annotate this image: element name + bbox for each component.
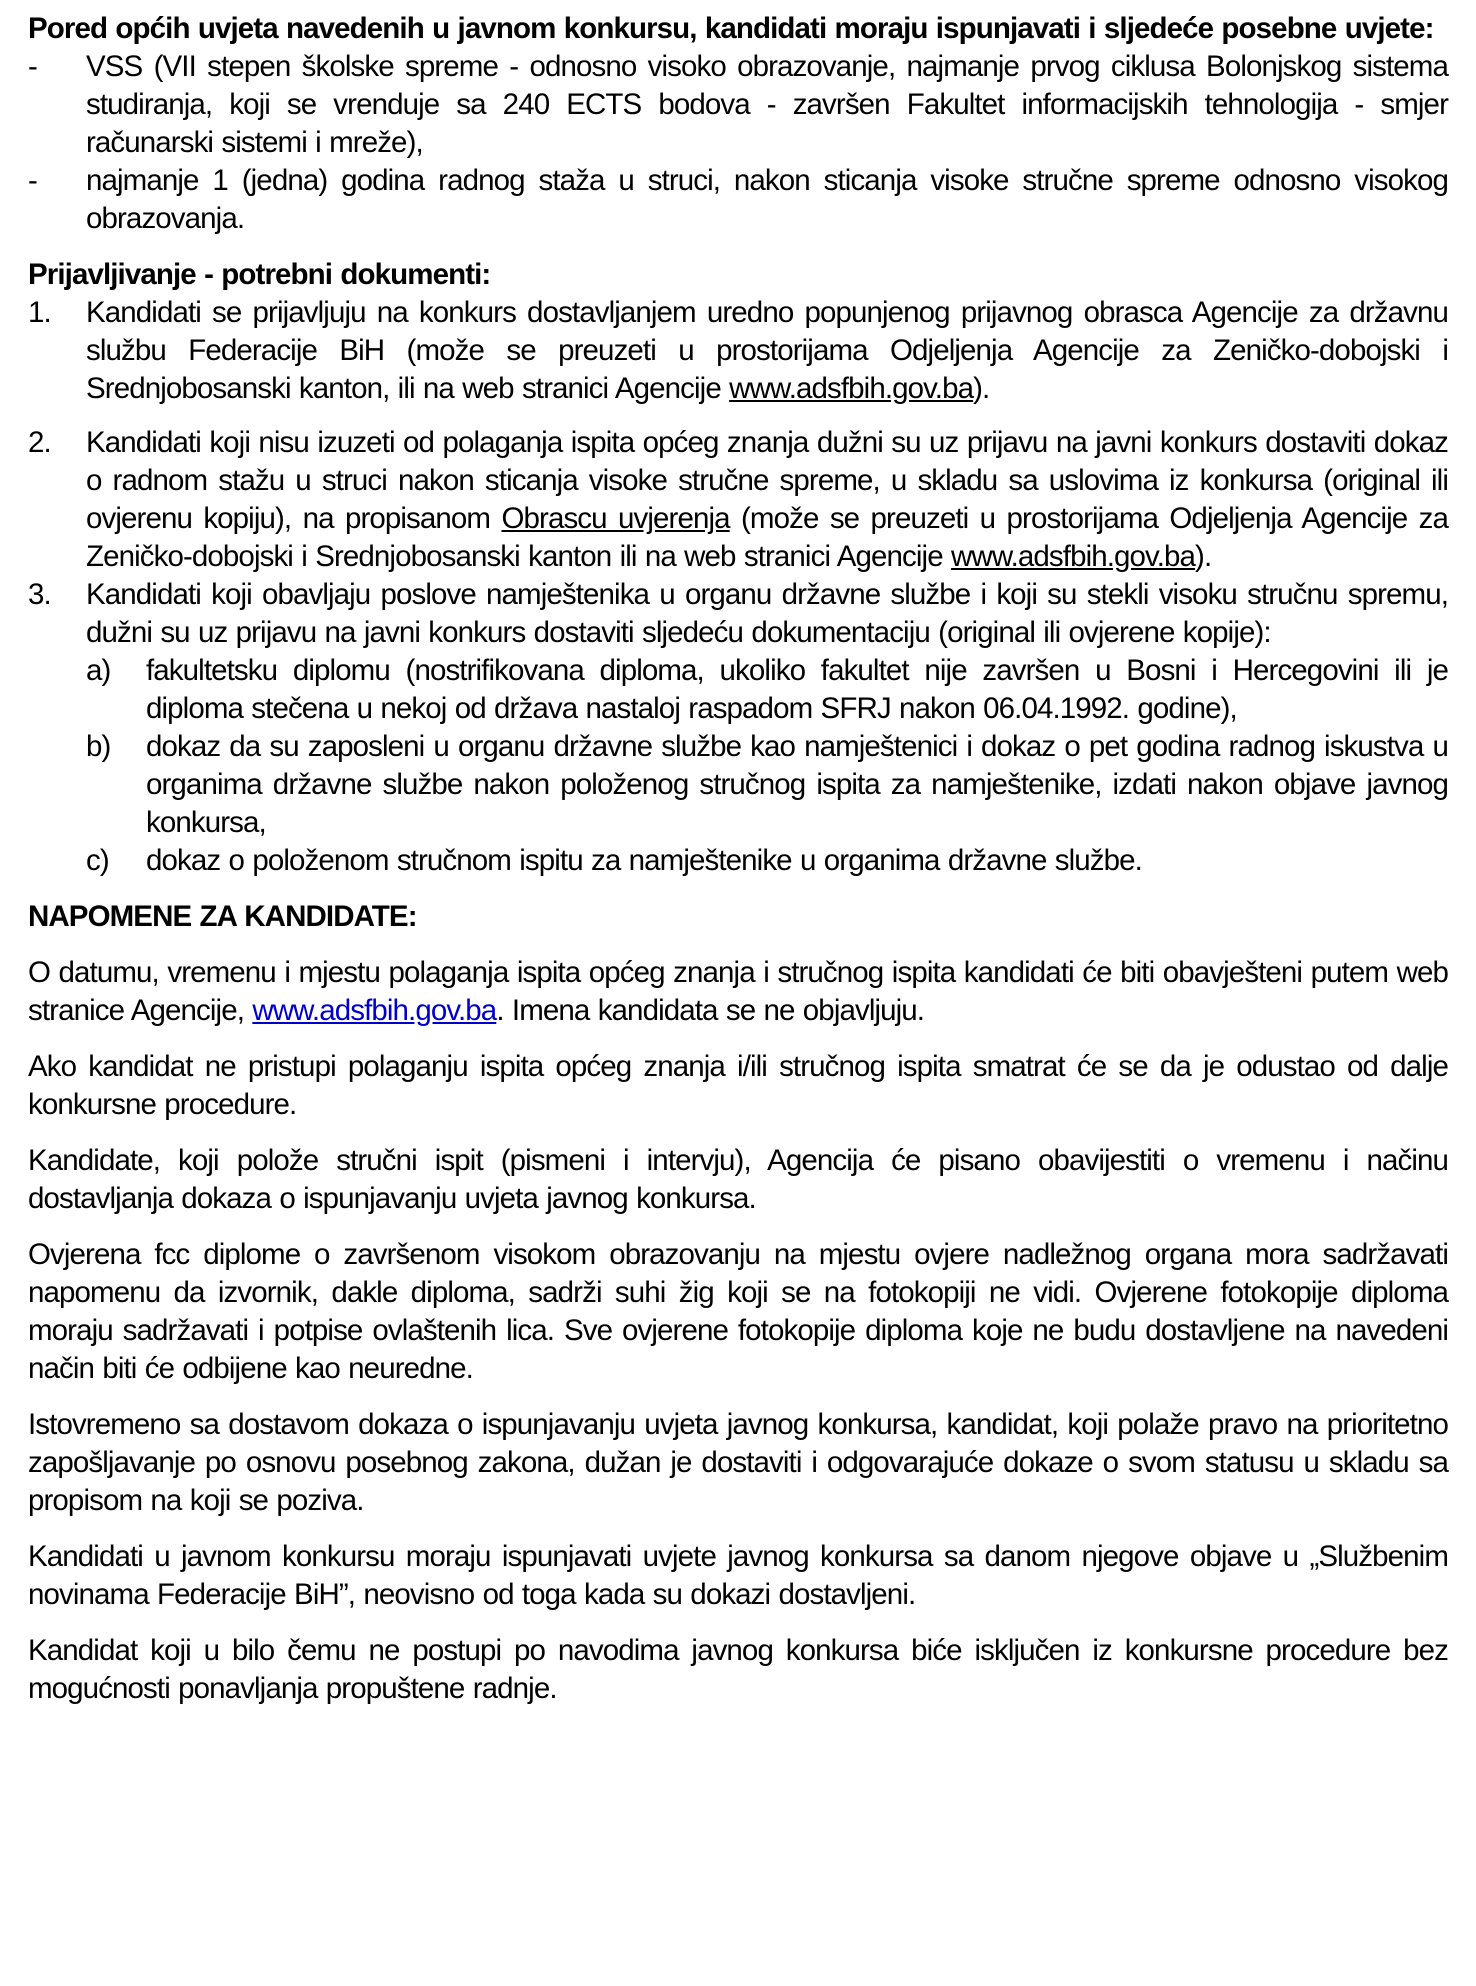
documents-heading: Prijavljivanje - potrebni dokumenti: <box>28 258 491 291</box>
list-dash: - <box>28 164 37 197</box>
note-paragraph: Ovjerena fcc diplome o završenom visokom obrazovanju na mjestu ovjere nadležnog organa mora sadržavati napomenu da izvornik, dakle diploma, sadrži suhi žig koji se na fotokopiji ne vidi. Ovjerene fotokopije diploma moraju sadržavati i potpise ovlaštenih lica. Sve ovjerene fotokopije diploma koje ne budu dostavljene na navedeni način biti će odbijene kao neuredne. <box>28 1238 1448 1385</box>
form-link[interactable]: Obrascu uvjerenja <box>501 502 730 535</box>
website-link[interactable]: www.adsfbih.gov.ba <box>951 540 1196 573</box>
list-number: 2. <box>28 426 51 459</box>
document-item-text: Kandidati koji obavljaju poslove namještenika u organu državne službe i koji su stekli visoku stručnu spremu, dužni su uz prijavu na javni konkurs dostaviti sljedeću dokumentaciju (original ili ovjerene kopije): <box>86 578 1448 649</box>
note-paragraph: Kandidati u javnom konkursu moraju ispunjavati uvjete javnog konkursa sa danom njegove objave u „Službenim novinama Federacije BiH”, neovisno od toga kada su dokazi dostavljeni. <box>28 1540 1448 1611</box>
text: Kandidati koji nisu izuzeti od polaganja ispita općeg znanja dužni su uz prijavu na javni konkurs dostaviti dokaz o radnom stažu u struci nakon sticanja visoke stručne spreme, u skladu sa uslovima iz konkursa (original ili ovjerenu kopiju), na propisanom <box>86 426 1448 535</box>
conditions-heading: Pored općih uvjeta navedenih u javnom konkursu, kandidati moraju ispunjavati i sljedeće posebne uvjete: <box>28 12 1434 45</box>
text: (može se preuzeti u prostorijama Odjeljenja Agencije za Zeničko-dobojski i Srednjobosanski kanton ili na web stranici Agencije <box>86 502 1448 573</box>
condition-item <box>28 48 1448 162</box>
text: . Imena kandidata se ne objavljuju. <box>496 994 925 1027</box>
subitem <box>86 728 1448 842</box>
text: Kandidati se prijavljuju na konkurs dostavljanjem uredno popunjenog prijavnog obrasca Agencije za državnu službu Federacije BiH (može se preuzeti u prostorijama Odjeljenja Agencije za Zeničko-dobojski i Srednjobosanski kanton, ili na web stranici Agencije <box>86 296 1448 405</box>
subitem <box>86 652 1448 728</box>
text: ). <box>973 372 990 405</box>
condition-text: najmanje 1 (jedna) godina radnog staža u struci, nakon sticanja visoke stručne spreme odnosno visokog obrazovanja. <box>86 164 1448 235</box>
note-paragraph: Kandidate, koji polože stručni ispit (pismeni i intervju), Agencija će pisano obavijestiti o vremenu i načinu dostavljanja dokaza o ispunjavanju uvjeta javnog konkursa. <box>28 1144 1448 1215</box>
note-paragraph <box>28 954 1448 1030</box>
note-paragraph: Istovremeno sa dostavom dokaza o ispunjavanju uvjeta javnog konkursa, kandidat, koji polaže pravo na prioritetno zapošljavanje po osnovu posebnog zakona, dužan je dostaviti i odgovarajuće dokaze o svom statusu u skladu sa propisom na koji se poziva. <box>28 1408 1448 1517</box>
list-number: 3. <box>28 578 51 611</box>
document-item-2 <box>28 424 1448 576</box>
note-paragraph: Kandidat koji u bilo čemu ne postupi po navodima javnog konkursa biće isključen iz konkursne procedure bez mogućnosti ponavljanja propuštene radnje. <box>28 1634 1448 1705</box>
document-item-1 <box>28 294 1448 408</box>
document-item-3 <box>28 576 1448 652</box>
subitem-text: fakultetsku diplomu (nostrifikovana diploma, ukoliko fakultet nije završen u Bosni i Hercegovini ili je diploma stečena u nekoj od država nastaloj raspadom SFRJ nakon 06.04.1992. godine), <box>146 654 1448 725</box>
notes-heading: NAPOMENE ZA KANDIDATE: <box>28 900 417 933</box>
subitem-text: dokaz da su zaposleni u organu državne službe kao namještenici i dokaz o pet godina radnog iskustva u organima državne službe nakon položenog stručnog ispita za namještenike, izdati nakon objave javnog konkursa, <box>146 730 1448 839</box>
website-link[interactable]: www.adsfbih.gov.ba <box>252 994 497 1027</box>
subitem-text: dokaz o položenom stručnom ispitu za namještenike u organima državne službe. <box>146 844 1142 877</box>
list-letter: c) <box>86 844 109 877</box>
condition-text: VSS (VII stepen školske spreme - odnosno visoko obrazovanje, najmanje prvog ciklusa Bolonjskog sistema studiranja, koji se vrenduje sa 240 ECTS bodova - završen Fakultet informacijskih tehnologija - smjer računarski sistemi i mreže), <box>86 50 1448 159</box>
list-letter: a) <box>86 654 111 687</box>
document-item-text <box>86 424 1448 576</box>
document-item-text <box>86 294 1448 408</box>
list-dash: - <box>28 50 37 83</box>
list-number: 1. <box>28 296 51 329</box>
condition-item <box>28 162 1448 238</box>
list-letter: b) <box>86 730 111 763</box>
note-paragraph: Ako kandidat ne pristupi polaganju ispita općeg znanja i/ili stručnog ispita smatrat će se da je odustao od dalje konkursne procedure. <box>28 1050 1448 1121</box>
text: ). <box>1195 540 1212 573</box>
document-page <box>28 10 1448 1708</box>
website-link[interactable]: www.adsfbih.gov.ba <box>729 372 974 405</box>
subitem <box>86 842 1448 880</box>
text: O datumu, vremenu i mjestu polaganja ispita općeg znanja i stručnog ispita kandidati će biti obavješteni putem web stranice Agencije, <box>28 956 1448 1027</box>
